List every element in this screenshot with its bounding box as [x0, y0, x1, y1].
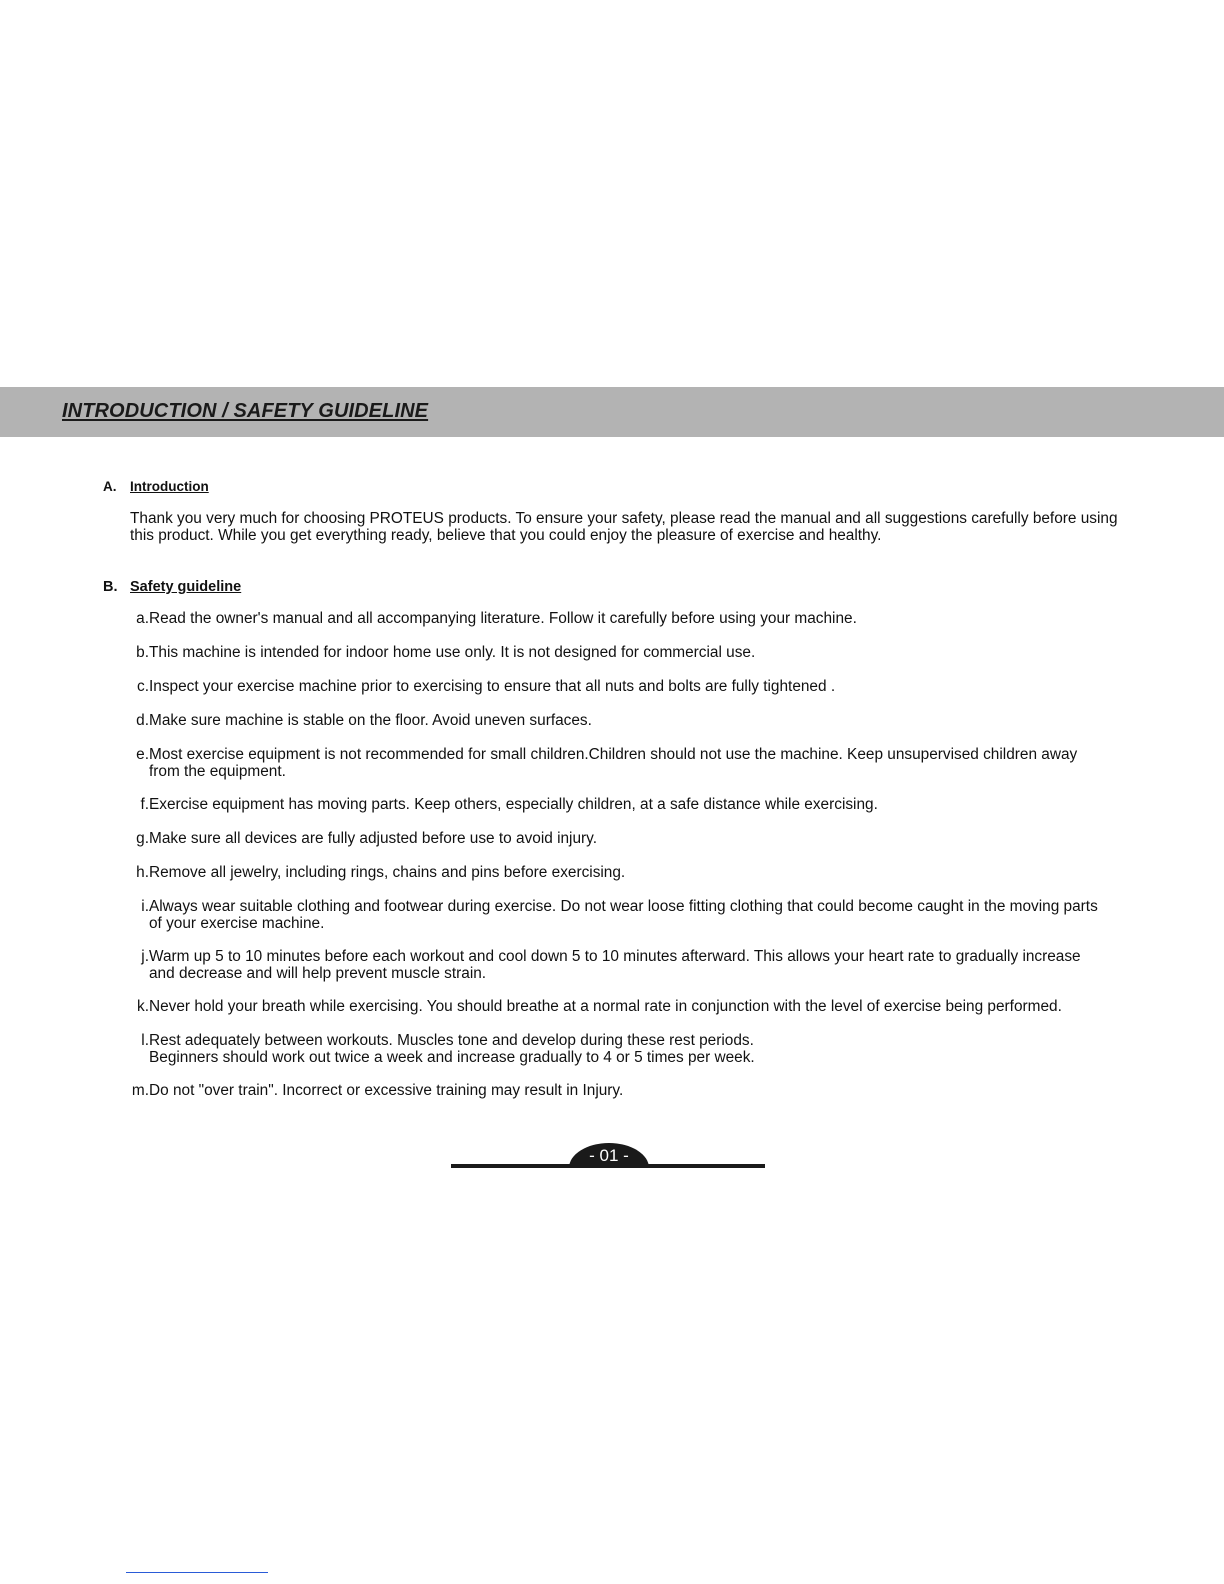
list-item-text: Read the owner's manual and all accompanying literature. Follow it carefully before using your machine.	[149, 610, 857, 627]
list-item	[127, 864, 1127, 881]
list-item-text: Never hold your breath while exercising. You should breathe at a normal rate in conjunction with the level of exercise being performed.	[149, 998, 1062, 1015]
footnote-separator	[126, 1572, 268, 1573]
list-item-text: Make sure machine is stable on the floor. Avoid uneven surfaces.	[149, 712, 592, 729]
section-heading-introduction	[103, 479, 209, 494]
list-item-text: Remove all jewelry, including rings, chains and pins before exercising.	[149, 864, 626, 881]
list-item-text: Warm up 5 to 10 minutes before each workout and cool down 5 to 10 minutes afterward. This allows your heart rate to gradually increase and decrease and will help prevent muscle strain.	[149, 948, 1081, 982]
list-item-text: Inspect your exercise machine prior to exercising to ensure that all nuts and bolts are fully tightened .	[149, 678, 836, 695]
list-item	[127, 712, 1127, 729]
list-marker: g.	[136, 830, 149, 847]
section-heading-text: Introduction	[130, 479, 209, 494]
list-marker: a.	[136, 610, 149, 627]
list-marker: h.	[136, 864, 149, 881]
page-number: - 01 -	[589, 1146, 629, 1165]
list-item	[127, 1032, 1127, 1066]
list-item	[127, 610, 1127, 627]
list-item-text: Most exercise equipment is not recommended for small children.Children should not use the machine. Keep unsupervised children away from the equipment.	[149, 746, 1078, 780]
list-marker: m.	[131, 1082, 149, 1099]
section-heading-safety-guideline	[103, 579, 241, 595]
list-marker: b.	[136, 644, 149, 661]
list-marker: i.	[141, 898, 149, 915]
list-item-text: Rest adequately between workouts. Muscles tone and develop during these rest periods. Beginners should work out twice a week and increase gradually to 4 or 5 times per week.	[149, 1032, 755, 1066]
list-item	[127, 796, 1127, 813]
list-item-text: Do not "over train". Incorrect or excessive training may result in Injury.	[149, 1082, 624, 1099]
list-marker: l.	[141, 1032, 149, 1049]
section-letter: A.	[103, 479, 117, 494]
list-item	[127, 644, 1127, 661]
list-item	[127, 1082, 1127, 1099]
list-marker: k.	[137, 998, 149, 1015]
list-item	[127, 898, 1127, 932]
introduction-paragraph: Thank you very much for choosing PROTEUS products. To ensure your safety, please read the manual and all suggestions carefully before using this product. While you get everything ready, believe that you could enjoy the pleasure of exercise and healthy.	[130, 510, 1118, 544]
list-marker: d.	[136, 712, 149, 729]
list-marker: f.	[140, 796, 149, 813]
section-letter: B.	[103, 579, 118, 595]
list-marker: j.	[141, 948, 149, 965]
list-item-text: Exercise equipment has moving parts. Keep others, especially children, at a safe distance while exercising.	[149, 796, 878, 813]
list-item-text: This machine is intended for indoor home use only. It is not designed for commercial use.	[149, 644, 756, 661]
list-marker: c.	[137, 678, 149, 695]
list-item	[127, 830, 1127, 847]
list-marker: e.	[136, 746, 149, 763]
list-item	[127, 678, 1127, 695]
section-heading-text: Safety guideline	[130, 579, 242, 595]
section-banner	[0, 387, 1224, 437]
list-item	[127, 746, 1127, 780]
list-item-text: Always wear suitable clothing and footwear during exercise. Do not wear loose fitting clothing that could become caught in the moving parts of your exercise machine.	[149, 898, 1098, 932]
page-footer	[451, 1143, 765, 1173]
page-title: INTRODUCTION / SAFETY GUIDELINE	[62, 400, 429, 422]
list-item-text: Make sure all devices are fully adjusted before use to avoid injury.	[149, 830, 597, 847]
list-item	[127, 948, 1127, 982]
safety-guideline-list	[127, 610, 1127, 1116]
list-item	[127, 998, 1127, 1015]
